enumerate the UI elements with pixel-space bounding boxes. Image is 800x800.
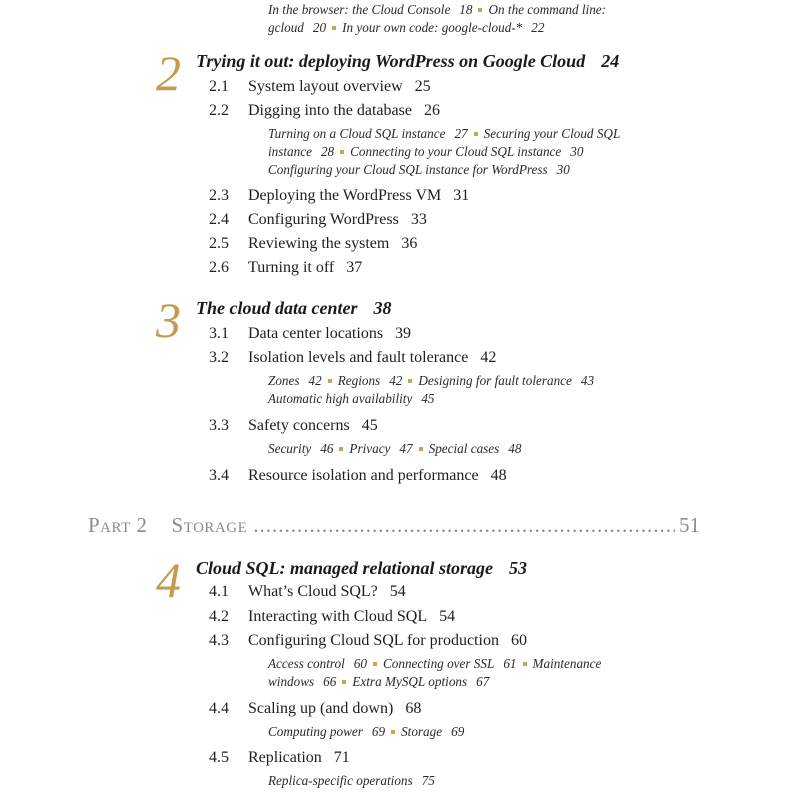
part-label: Part 2 [88, 513, 148, 537]
section-number: 2.4 [209, 211, 229, 228]
section-number: 3.4 [209, 467, 229, 484]
subsection-title[interactable]: Connecting over SSL [382, 656, 495, 671]
subsection-page: 20 [312, 20, 327, 35]
subsection-title[interactable]: Automatic high availability [268, 391, 413, 406]
subsection-page: 30 [570, 144, 584, 159]
separator-square [328, 379, 332, 383]
section-number: 4.4 [209, 700, 229, 717]
separator-square [391, 730, 395, 734]
subsection-title[interactable]: Turning on a Cloud SQL instance [268, 126, 446, 141]
subsection-page: 60 [353, 656, 367, 671]
subsection-title[interactable]: Replica-specific operations [268, 773, 413, 788]
separator-square [419, 447, 423, 451]
subsection-title[interactable]: Storage [401, 724, 443, 739]
subsection-page: 69 [371, 724, 386, 739]
section-page: 54 [389, 583, 406, 600]
separator-square [340, 150, 344, 154]
section-entry[interactable] [209, 101, 440, 121]
subsection-title[interactable]: Securing your Cloud SQL [483, 126, 621, 141]
section-entry[interactable] [209, 466, 507, 486]
chapter-title[interactable] [196, 297, 391, 319]
section-title: Configuring Cloud SQL for production [248, 632, 499, 649]
subsection-page: 67 [476, 674, 490, 689]
section-page: 42 [480, 349, 497, 366]
subsection-page: 30 [556, 162, 570, 177]
section-title: Deploying the WordPress VM [248, 187, 442, 204]
subsection-line [268, 372, 668, 390]
section-entry[interactable] [209, 324, 411, 344]
part-heading[interactable] [88, 513, 700, 539]
chapter-title-text: Trying it out: deploying WordPress on Google Cloud [196, 51, 586, 71]
chapter-number: 4 [156, 552, 181, 608]
section-title: Digging into the database [248, 102, 412, 119]
chapter-page: 53 [509, 558, 528, 578]
subsection-page: 47 [399, 441, 413, 456]
subsection-title[interactable]: In the browser: the Cloud Console [268, 2, 451, 17]
section-number: 3.1 [209, 325, 229, 342]
chapter-number: 2 [156, 45, 181, 101]
subsection-line [268, 1, 668, 19]
subsection-page: 66 [323, 674, 337, 689]
section-number: 2.1 [209, 78, 229, 95]
subsection-page: 45 [421, 391, 435, 406]
subsection-title[interactable]: On the command line: [488, 2, 607, 17]
subsection-page: 28 [320, 144, 335, 159]
section-entry[interactable] [209, 582, 406, 602]
section-title: Safety concerns [248, 417, 350, 434]
chapter-page: 38 [373, 298, 392, 318]
section-entry[interactable] [209, 631, 527, 651]
subsection-page: 27 [454, 126, 468, 141]
separator-square [474, 132, 478, 136]
section-page: 33 [410, 211, 427, 228]
subsection-title[interactable]: Maintenance [532, 656, 602, 671]
section-number: 3.2 [209, 349, 229, 366]
subsection-title[interactable]: Computing power [268, 724, 363, 739]
separator-square [332, 26, 336, 30]
subsection-line [268, 723, 668, 741]
chapter-title[interactable] [196, 50, 619, 72]
section-number: 2.6 [209, 259, 229, 276]
separator-square [373, 662, 377, 666]
section-page: 39 [395, 325, 412, 342]
section-number: 4.5 [209, 749, 229, 766]
subsection-page: 61 [503, 656, 517, 671]
subsection-title[interactable]: Privacy [349, 441, 391, 456]
chapter-number: 3 [156, 292, 181, 348]
section-title: Configuring WordPress [248, 211, 399, 228]
subsection-page: 42 [308, 373, 322, 388]
subsection-line [268, 673, 668, 691]
section-title: Turning it off [248, 259, 335, 276]
section-page: 45 [361, 417, 378, 434]
section-page: 31 [453, 187, 470, 204]
subsection-line [268, 440, 668, 458]
subsection-line [268, 19, 668, 37]
section-title: Interacting with Cloud SQL [248, 608, 428, 625]
part-page: 51 [679, 513, 700, 537]
section-page: 25 [414, 78, 431, 95]
subsection-page: 42 [389, 373, 403, 388]
section-number: 4.2 [209, 608, 229, 625]
section-title: What’s Cloud SQL? [248, 583, 378, 600]
subsection-page: 18 [459, 2, 473, 17]
section-number: 3.3 [209, 417, 229, 434]
subsection-page: 75 [421, 773, 435, 788]
subsection-title[interactable]: Zones [268, 373, 300, 388]
subsection-line [268, 772, 668, 790]
separator-square [408, 379, 412, 383]
section-title: Scaling up (and down) [248, 700, 394, 717]
section-page: 37 [346, 259, 363, 276]
section-number: 2.2 [209, 102, 229, 119]
subsection-title[interactable]: Configuring your Cloud SQL instance for WordPress [268, 162, 548, 177]
section-page: 71 [333, 749, 350, 766]
subsection-title[interactable]: Security [268, 441, 312, 456]
subsection-line [268, 125, 668, 143]
separator-square [339, 447, 343, 451]
subsection-page: 69 [451, 724, 465, 739]
section-page: 54 [439, 608, 456, 625]
subsection-title[interactable]: Connecting to your Cloud SQL instance [350, 144, 562, 159]
section-page: 48 [490, 467, 507, 484]
chapter-title-text: Cloud SQL: managed relational storage [196, 558, 494, 578]
subsection-title[interactable]: Extra MySQL options [352, 674, 468, 689]
section-number: 4.1 [209, 583, 229, 600]
section-title: System layout overview [248, 78, 403, 95]
section-page: 26 [423, 102, 440, 119]
section-page: 60 [510, 632, 527, 649]
section-page: 68 [405, 700, 422, 717]
section-entry[interactable] [209, 699, 421, 719]
section-title: Data center locations [248, 325, 384, 342]
subsection-page: 43 [580, 373, 595, 388]
separator-square [342, 680, 346, 684]
subsection-line [268, 143, 668, 161]
section-entry[interactable] [209, 258, 362, 278]
subsection-page: 48 [508, 441, 522, 456]
section-number: 2.3 [209, 187, 229, 204]
dot-leader [253, 513, 675, 538]
subsection-page: 46 [320, 441, 334, 456]
subsection-line [268, 161, 668, 179]
section-title: Replication [248, 749, 322, 766]
separator-square [523, 662, 527, 666]
separator-square [478, 8, 482, 12]
chapter-title-text: The cloud data center [196, 298, 358, 318]
section-entry[interactable] [209, 748, 350, 768]
subsection-line [268, 390, 668, 408]
section-number: 4.3 [209, 632, 229, 649]
section-number: 2.5 [209, 235, 229, 252]
subsection-title[interactable]: Access control [268, 656, 345, 671]
section-entry[interactable] [209, 186, 469, 206]
section-entry[interactable] [209, 348, 496, 368]
subsection-title[interactable]: instance [268, 144, 312, 159]
section-page: 36 [401, 235, 418, 252]
section-entry[interactable] [209, 607, 455, 627]
section-entry[interactable] [209, 77, 431, 97]
section-entry[interactable] [209, 234, 417, 254]
chapter-title[interactable] [196, 557, 527, 579]
part-title: Storage [171, 513, 248, 537]
section-title: Reviewing the system [248, 235, 390, 252]
subsection-title[interactable]: Regions [337, 373, 381, 388]
subsection-title[interactable]: windows [268, 674, 315, 689]
subsection-page: 22 [531, 20, 545, 35]
section-entry[interactable] [209, 210, 427, 230]
subsection-title[interactable]: gcloud [268, 20, 304, 35]
chapter-page: 24 [601, 51, 620, 71]
section-entry[interactable] [209, 416, 378, 436]
subsection-title[interactable]: In your own code: google-cloud-* [342, 20, 523, 35]
subsection-title[interactable]: Designing for fault tolerance [418, 373, 572, 388]
section-title: Isolation levels and fault tolerance [248, 349, 469, 366]
section-title: Resource isolation and performance [248, 467, 479, 484]
subsection-line [268, 655, 668, 673]
subsection-title[interactable]: Special cases [428, 441, 500, 456]
